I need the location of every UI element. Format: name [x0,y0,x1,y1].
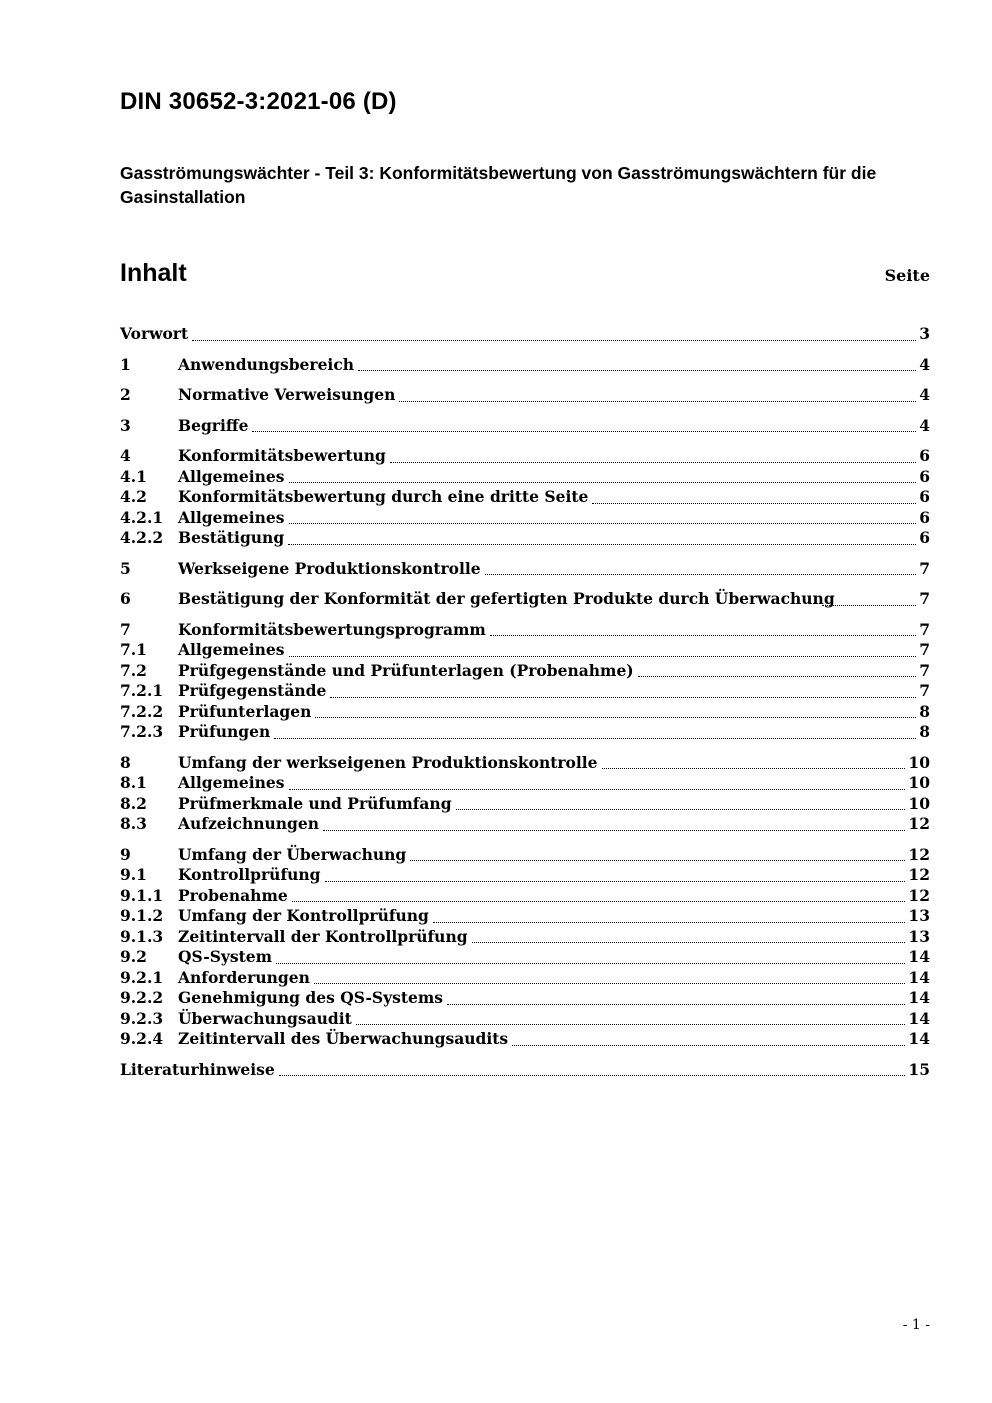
toc-entry-number: 8 [120,752,131,772]
toc-entry-row [120,355,930,376]
toc-entry-page: 14 [908,947,930,967]
toc-entry-title: Normative Verweisungen [178,385,396,405]
toc-entry-title: Aufzeichnungen [178,814,319,834]
toc-dot-leader [315,717,916,718]
toc-entry-row [120,927,930,948]
toc-entry-page: 7 [919,660,930,680]
toc-dot-leader [358,370,916,371]
toc-entry-row [120,794,930,815]
toc-entry-number: 9.1.2 [120,906,164,926]
toc-dot-leader [399,401,916,402]
toc-entry-page: 7 [919,589,930,609]
toc-entry-row [120,620,930,641]
document-number: DIN 30652-3:2021-06 (D) [120,88,397,115]
toc-entry-number: 8.1 [120,773,147,793]
toc-entry-page: 6 [919,507,930,527]
toc-entry-number: 7.2.2 [120,701,164,721]
toc-entry-page: 12 [908,885,930,905]
toc-entry-page: 10 [908,773,930,793]
toc-dot-leader [252,431,916,432]
toc-entry-page: 6 [919,446,930,466]
toc-entry-page: 4 [919,354,930,374]
toc-entry-page: 7 [919,640,930,660]
toc-dot-leader [485,574,917,575]
toc-dot-leader [289,656,917,657]
toc-entry-title: Allgemeines [178,640,285,660]
toc-entry-row [120,702,930,723]
toc-entry-title: Prüfgegenstände [178,681,327,701]
toc-entry-row [120,487,930,508]
toc-entry-page: 3 [919,324,930,344]
toc-entry-row [120,508,930,529]
toc-entry-page: 7 [919,558,930,578]
toc-entry-page: 12 [908,814,930,834]
toc-entry-title: Prüfungen [178,722,271,742]
toc-entry-row [120,324,930,345]
toc-dot-leader [289,482,917,483]
toc-dot-leader [274,738,916,739]
toc-entry-row [120,1029,930,1050]
toc-entry-title: Zeitintervall des Überwachungsaudits [178,1029,509,1049]
toc-entry-number: 7.2 [120,660,147,680]
toc-heading: Inhalt [120,259,187,288]
toc-entry-page: 8 [919,722,930,742]
toc-dot-leader [330,697,916,698]
toc-entry-title: Anforderungen [178,967,310,987]
toc-dot-leader [512,1045,905,1046]
toc-dot-leader [410,860,905,861]
toc-entry-title: Umfang der Kontrollprüfung [178,906,429,926]
toc-entry-page: 4 [919,415,930,435]
toc-entry-title: Konformitätsbewertungsprogramm [178,619,486,639]
toc-dot-leader [192,340,916,341]
page-number-footer: - 1 - [902,1317,930,1333]
page-content [120,88,930,1080]
toc-entry-title: Genehmigung des QS-Systems [178,988,443,1008]
toc-entry-title: Umfang der Überwachung [178,844,407,864]
toc-dot-leader [314,983,906,984]
toc-dot-leader [592,503,916,504]
toc-entry-row [120,467,930,488]
toc-entry-row [120,845,930,866]
toc-dot-leader [276,963,905,964]
toc-entry-page: 13 [908,926,930,946]
toc-entry-page: 14 [908,1029,930,1049]
toc-entry-number: 9.2.1 [120,967,164,987]
toc-entry-page: 14 [908,988,930,1008]
toc-entry-title: Umfang der werkseigenen Produktionskontrolle [178,752,598,772]
toc-entry-number: 7.2.1 [120,681,164,701]
toc-entry-row [120,988,930,1009]
toc-entry-number: 4.1 [120,466,147,486]
toc-entry-row [120,385,930,406]
toc-entry-number: 7 [120,619,131,639]
toc-entry-title: Allgemeines [178,466,285,486]
toc-entry-title: Werkseigene Produktionskontrolle [178,558,481,578]
toc-entry-row [120,947,930,968]
toc-entry-title: Probenahme [178,885,288,905]
toc-entry-row [120,814,930,835]
toc-entry-title: Überwachungsaudit [178,1008,352,1028]
toc-entry-row [120,1009,930,1030]
toc-entry-page: 7 [919,681,930,701]
toc-entry-row [120,661,930,682]
toc-entry-number: 4.2 [120,487,147,507]
toc-entry-row [120,681,930,702]
toc-dot-leader [390,462,916,463]
toc-entry-title: Prüfunterlagen [178,701,312,721]
toc-entry-page: 12 [908,865,930,885]
toc-entry-page: 10 [908,793,930,813]
toc-entry-page: 7 [919,619,930,639]
toc-entry-title: Prüfmerkmale und Prüfumfang [178,793,452,813]
toc-entry-row [120,416,930,437]
toc-entry-row [120,640,930,661]
toc-list [120,324,930,1080]
toc-dot-leader [822,605,916,606]
toc-entry-row [120,559,930,580]
toc-entry-number: 7.2.3 [120,722,164,742]
toc-entry-row [120,865,930,886]
toc-entry-page: 14 [908,967,930,987]
toc-entry-title: Allgemeines [178,507,285,527]
toc-entry-page: 8 [919,701,930,721]
toc-dot-leader [447,1004,905,1005]
toc-entry-number: 7.1 [120,640,147,660]
document-title: Gasströmungswächter - Teil 3: Konformitätsbewertung von Gasströmungswächtern für die Gasinstallation [120,163,877,207]
toc-entry-page: 6 [919,528,930,548]
toc-entry-page: 15 [908,1059,930,1079]
toc-dot-leader [289,523,917,524]
toc-entry-number: 9.1 [120,865,147,885]
toc-dot-leader [456,809,906,810]
toc-entry-number: 9.2 [120,947,147,967]
toc-entry-number: 4.2.1 [120,507,164,527]
toc-entry-number: 8.3 [120,814,147,834]
toc-dot-leader [472,942,906,943]
toc-entry-row [120,906,930,927]
toc-entry-title: Begriffe [178,415,249,435]
toc-entry-page: 6 [919,487,930,507]
toc-dot-leader [288,544,916,545]
toc-dot-leader [638,676,917,677]
toc-dot-leader [289,789,906,790]
toc-entry-number: 9.2.3 [120,1008,164,1028]
toc-entry-title: QS-System [178,947,273,967]
toc-entry-title: Vorwort [120,324,189,344]
toc-entry-number: 2 [120,385,131,405]
toc-entry-page: 6 [919,466,930,486]
toc-entry-title: Bestätigung der Konformität der gefertigten Produkte durch Überwachung [178,589,835,609]
toc-entry-number: 9.1.1 [120,885,164,905]
toc-entry-row [120,446,930,467]
toc-page-column-label: Seite [884,266,930,286]
toc-entry-title: Bestätigung [178,528,285,548]
toc-entry-page: 10 [908,752,930,772]
toc-entry-number: 9.2.4 [120,1029,164,1049]
toc-entry-row [120,528,930,549]
toc-dot-leader [292,901,906,902]
toc-entry-title: Anwendungsbereich [178,354,355,374]
toc-entry-page: 14 [908,1008,930,1028]
toc-entry-row [120,886,930,907]
toc-entry-number: 8.2 [120,793,147,813]
toc-entry-page: 4 [919,385,930,405]
toc-entry-number: 9.1.3 [120,926,164,946]
toc-dot-leader [602,768,906,769]
toc-entry-title: Allgemeines [178,773,285,793]
toc-entry-row [120,773,930,794]
toc-entry-number: 4.2.2 [120,528,164,548]
toc-entry-number: 9 [120,844,131,864]
toc-entry-number: 5 [120,558,131,578]
toc-dot-leader [325,881,906,882]
toc-entry-page: 13 [908,906,930,926]
toc-dot-leader [490,635,916,636]
toc-header [120,259,930,288]
toc-dot-leader [433,922,906,923]
toc-dot-leader [323,830,905,831]
toc-entry-page: 12 [908,844,930,864]
toc-entry-number: 1 [120,354,131,374]
toc-entry-number: 4 [120,446,131,466]
toc-entry-title: Konformitätsbewertung durch eine dritte Seite [178,487,589,507]
toc-dot-leader [279,1075,906,1076]
toc-entry-row [120,1060,930,1081]
toc-dot-leader [356,1024,906,1025]
toc-entry-number: 9.2.2 [120,988,164,1008]
toc-entry-row [120,722,930,743]
toc-entry-title: Prüfgegenstände und Prüfunterlagen (Probenahme) [178,660,634,680]
toc-entry-row [120,968,930,989]
toc-entry-title: Literaturhinweise [120,1059,275,1079]
toc-entry-row [120,753,930,774]
toc-entry-row [120,589,930,610]
toc-entry-title: Konformitätsbewertung [178,446,386,466]
toc-entry-title: Zeitintervall der Kontrollprüfung [178,926,468,946]
toc-entry-number: 3 [120,415,131,435]
toc-entry-title: Kontrollprüfung [178,865,321,885]
toc-entry-number: 6 [120,589,131,609]
